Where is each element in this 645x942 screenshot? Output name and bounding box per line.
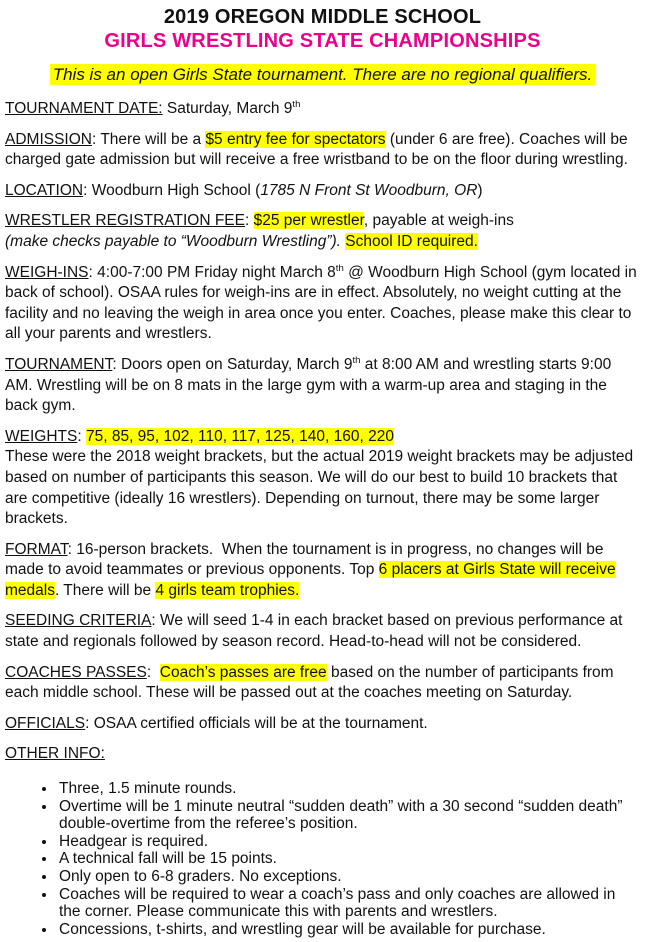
section-heading-coaches-passes: COACHES PASSES bbox=[5, 663, 147, 681]
text-run: These were the 2018 weight brackets, but the actual 2019 weight brackets may be adjusted based on number of participants this season. We will do our best to build 10 brackets that are competitive (ideally 16 wrestlers). Depending on turnout, there may be some larger brackets. bbox=[5, 448, 634, 528]
text-run: Woodburn High School ( bbox=[91, 181, 261, 199]
heading-separator: : bbox=[83, 181, 92, 199]
section-format bbox=[5, 540, 640, 602]
heading-separator: : bbox=[151, 612, 161, 630]
highlighted-text: $5 entry fee for spectators bbox=[205, 130, 386, 148]
heading-separator: : bbox=[67, 540, 77, 558]
text-run: , payable at weigh-ins bbox=[363, 212, 514, 230]
text-run: 1785 N Front St Woodburn, OR bbox=[260, 181, 478, 199]
heading-separator: : bbox=[88, 263, 98, 281]
section-heading-seeding-criteria: SEEDING CRITERIA bbox=[5, 612, 152, 630]
section-heading-officials: OFFICIALS bbox=[5, 714, 86, 732]
text-run: . There will be bbox=[54, 581, 156, 599]
other-info-bullet: • Headgear is required. bbox=[57, 833, 640, 851]
section-heading-weigh-ins: WEIGH-INS bbox=[5, 263, 89, 281]
section-weights bbox=[5, 427, 640, 530]
highlighted-text: Coach’s passes are free bbox=[159, 663, 327, 681]
other-info-bullet: • A technical fall will be 15 points. bbox=[57, 850, 640, 868]
heading-separator: : bbox=[245, 212, 254, 230]
section-wrestler-registration-fee bbox=[5, 211, 640, 252]
heading-separator: : bbox=[91, 130, 101, 148]
section-admission bbox=[5, 130, 640, 171]
other-info-list bbox=[5, 780, 640, 938]
text-run: at 8:00 AM and wrestling starts 9:00 AM. Wrestling will be on 8 mats in the large gym with a warm-up area and staging in the back gym. bbox=[5, 355, 612, 415]
text-run: (under 6 are free). Coaches will be charged gate admission but will receive a free wristband to be on the floor during wrestling. bbox=[5, 130, 628, 169]
highlighted-text: 75, 85, 95, 102, 110, 117, 125, 140, 160, 220 bbox=[85, 427, 394, 445]
superscript-text: th bbox=[352, 354, 361, 366]
text-run: Saturday, March 9 bbox=[166, 100, 293, 117]
text-run: OSAA certified officials will be at the tournament. bbox=[93, 714, 428, 732]
banner-text: This is an open Girls State tournament. There are no regional qualifiers. bbox=[50, 64, 596, 85]
other-info-bullet: • Overtime will be 1 minute neutral “sudden death” with a 30 second “sudden death” double-overtime from the referee’s position. bbox=[57, 798, 640, 833]
text-run: (make checks payable to “Woodburn Wrestling”). bbox=[5, 232, 346, 250]
other-info-bullet: • Coaches will be required to wear a coach’s pass and only coaches are allowed in the corner. Please communicate this with parents and wrestlers. bbox=[57, 886, 640, 921]
banner bbox=[5, 64, 640, 86]
section-other-info bbox=[5, 744, 640, 765]
text-run: We will seed 1-4 in each bracket based on previous performance at state and regionals followed by season record. Head-to-head will not be considered. bbox=[5, 612, 623, 651]
section-officials bbox=[5, 714, 640, 735]
text-run: based on the number of participants from each middle school. These will be passed out at the coaches meeting on Saturday. bbox=[5, 663, 614, 702]
other-info-bullet: • Three, 1.5 minute rounds. bbox=[57, 780, 640, 798]
section-heading-admission: ADMISSION bbox=[5, 130, 92, 148]
section-heading-format: FORMAT bbox=[5, 540, 68, 558]
heading-separator: : bbox=[77, 427, 86, 445]
superscript-text: th bbox=[292, 98, 301, 110]
section-heading-weights: WEIGHTS bbox=[5, 427, 78, 445]
heading-separator: : bbox=[85, 714, 94, 732]
section-heading-other-info: OTHER INFO: bbox=[5, 745, 105, 763]
text-run: @ Woodburn High School (gym located in back of school). OSAA rules for weigh-ins are in effect. Absolutely, no weight cutting at the facility and no leaving the weigh in area once you enter. Coaches, please make this clear to all your parents and wrestlers. bbox=[5, 263, 637, 343]
sections-container bbox=[5, 99, 640, 765]
highlighted-text: 4 girls team trophies. bbox=[155, 581, 300, 599]
text-run: 16-person brackets. When the tournament is in progress, no changes will be made to avoid teammates or previous opponents. Top bbox=[5, 540, 604, 579]
section-tournament bbox=[5, 355, 640, 417]
section-heading-location: LOCATION bbox=[5, 181, 84, 199]
other-info-bullet: • Only open to 6-8 graders. No exceptions. bbox=[57, 868, 640, 886]
section-heading-tournament: TOURNAMENT bbox=[5, 355, 113, 373]
text-run: 4:00-7:00 PM Friday night March 8 bbox=[97, 263, 336, 281]
highlighted-text: $25 per wrestler bbox=[253, 212, 364, 230]
heading-separator: : bbox=[146, 663, 156, 681]
superscript-text: th bbox=[335, 262, 344, 274]
text-run: Doors open on Saturday, March 9 bbox=[120, 355, 353, 373]
section-heading-tournament-date: TOURNAMENT DATE: bbox=[5, 100, 163, 117]
highlighted-text: School ID required. bbox=[345, 232, 478, 250]
other-info-bullet: • Concessions, t-shirts, and wrestling gear will be available for purchase. bbox=[57, 921, 640, 939]
title-line-1: 2019 OREGON MIDDLE SCHOOL bbox=[163, 6, 482, 28]
section-seeding-criteria bbox=[5, 611, 640, 652]
section-coaches-passes bbox=[5, 663, 640, 704]
section-tournament-date bbox=[5, 99, 640, 120]
heading-separator: : bbox=[112, 355, 121, 373]
section-location bbox=[5, 181, 640, 202]
text-run: There will be a bbox=[100, 130, 206, 148]
title-line-2: GIRLS WRESTLING STATE CHAMPIONSHIPS bbox=[104, 30, 541, 52]
text-run: ) bbox=[477, 181, 483, 199]
section-heading-wrestler-registration-fee: WRESTLER REGISTRATION FEE bbox=[5, 212, 245, 230]
highlighted-text: 6 placers at Girls State will receive medals bbox=[5, 561, 616, 599]
section-weigh-ins bbox=[5, 263, 640, 345]
